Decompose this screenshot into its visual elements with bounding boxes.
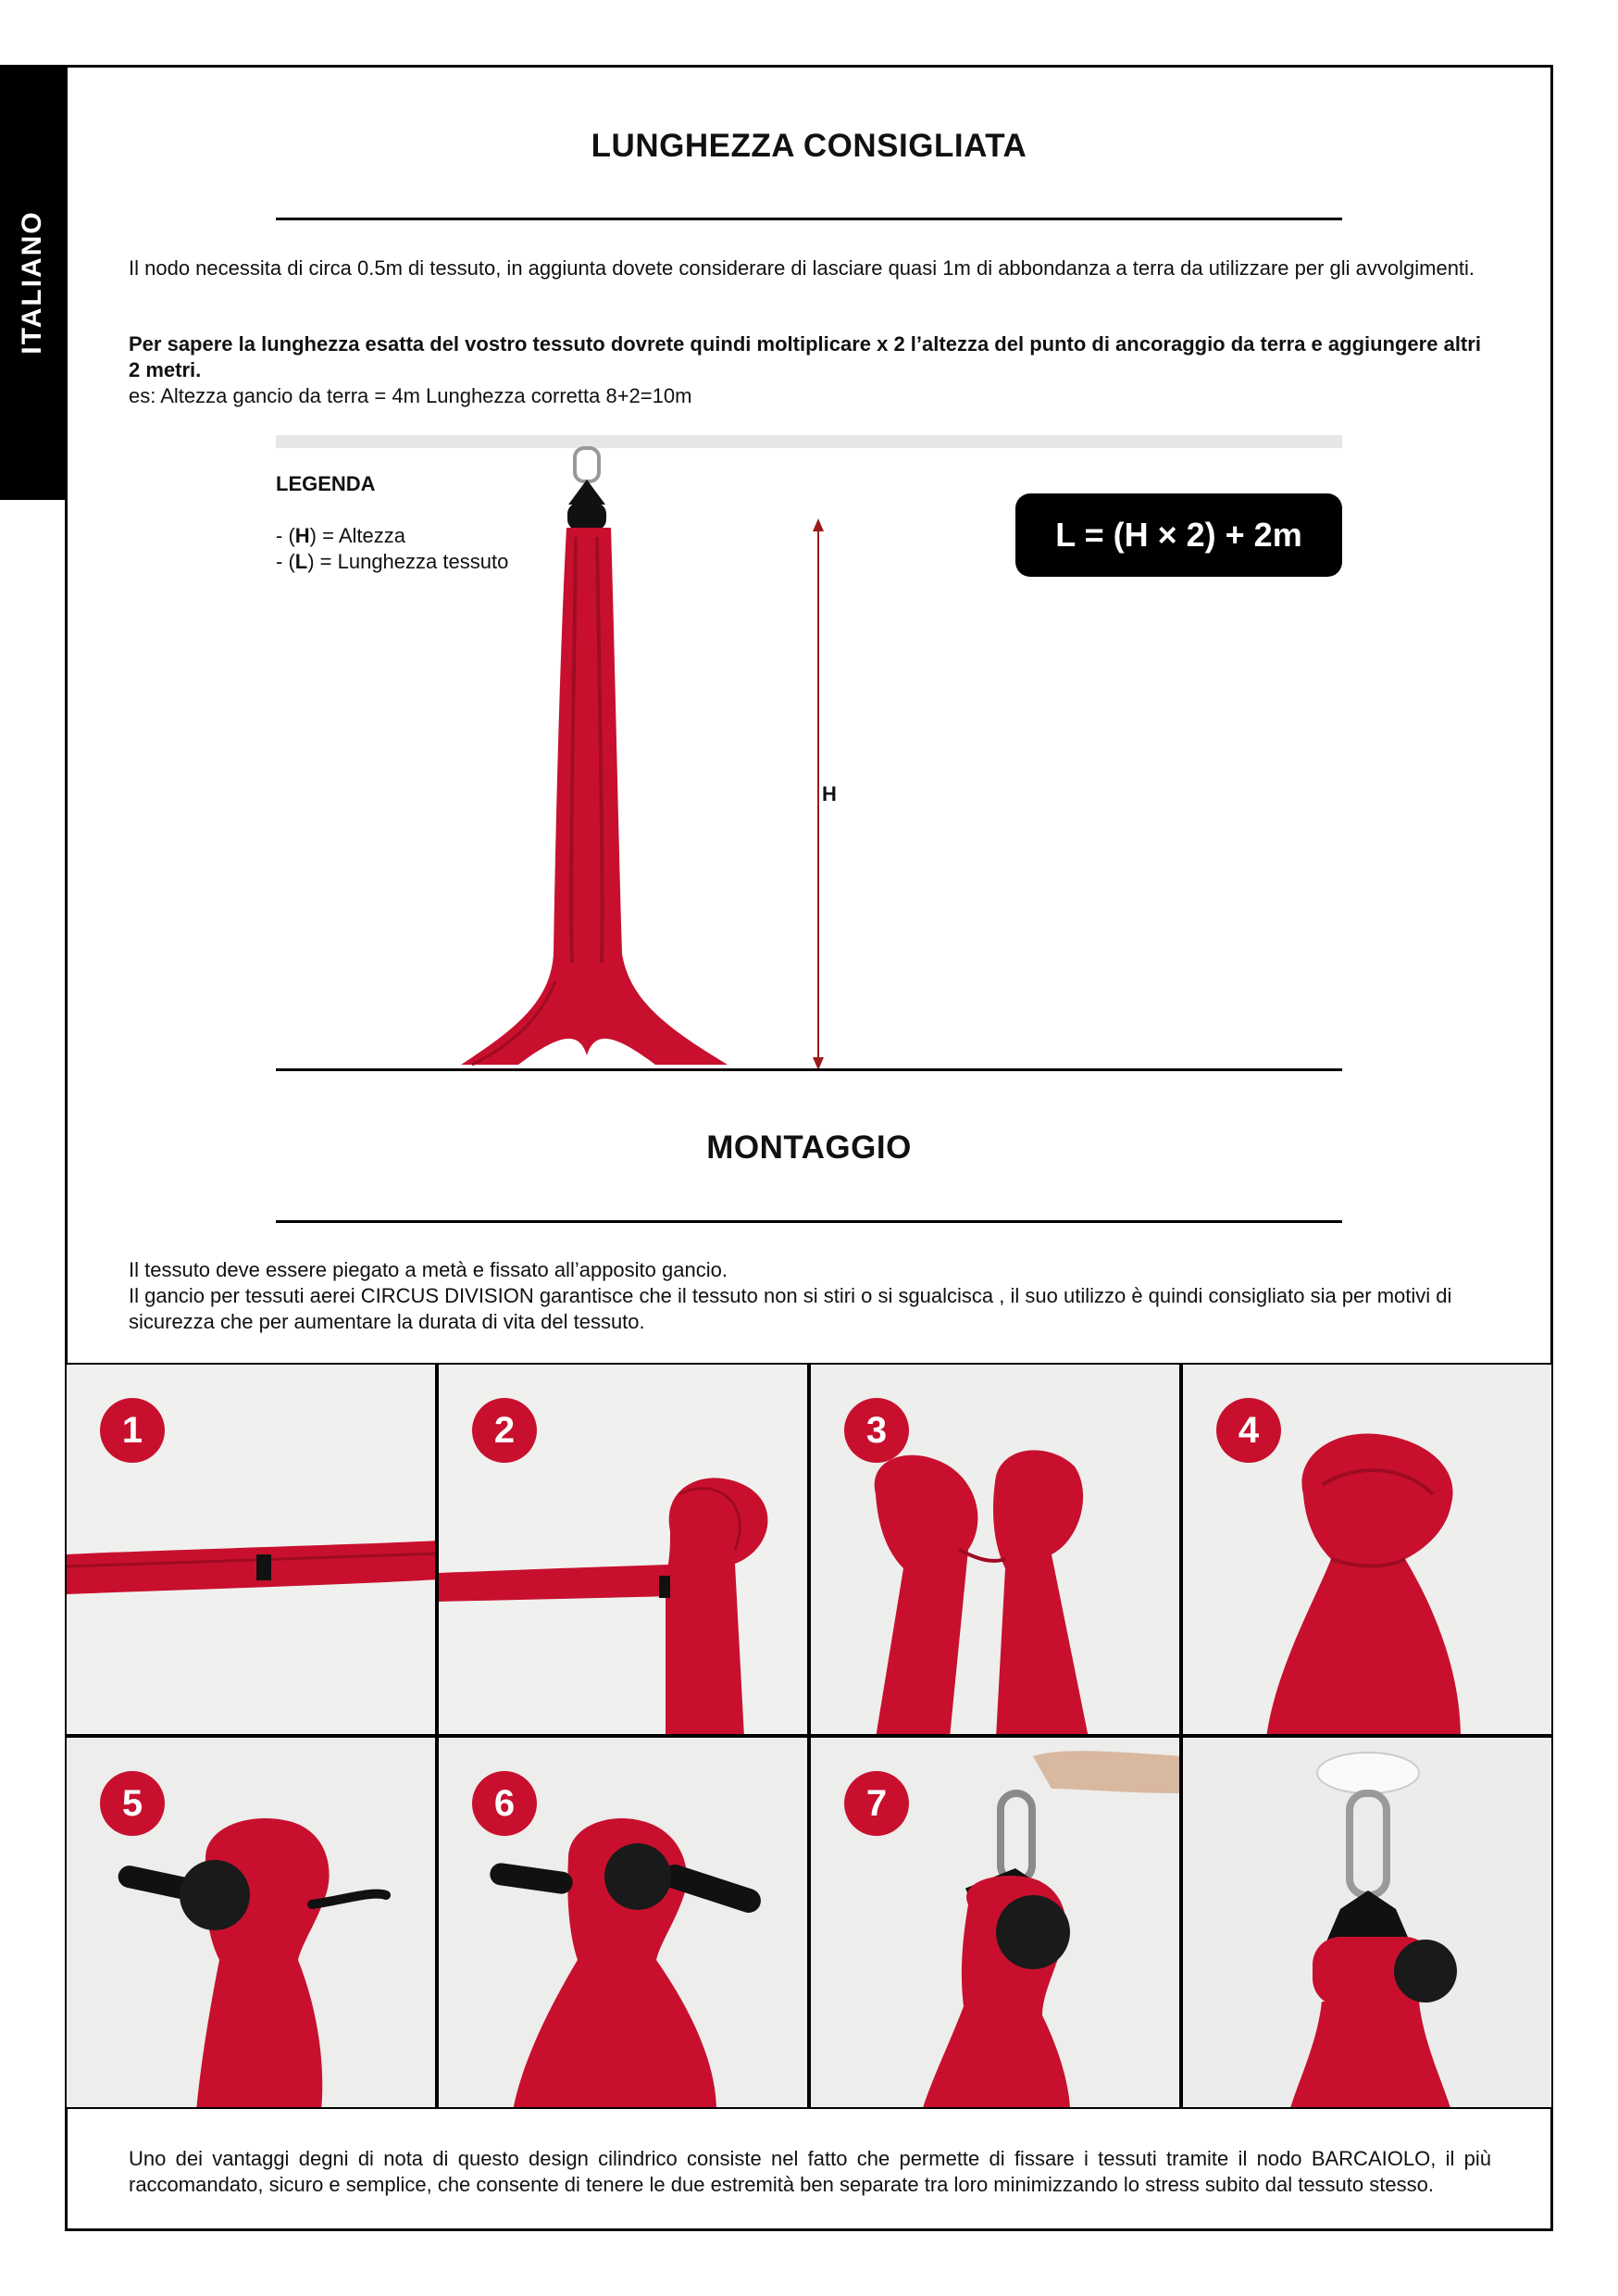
step-photo-7 [809, 1736, 1181, 2109]
divider [276, 1220, 1342, 1223]
step-number-badge: 7 [844, 1771, 909, 1836]
assembly-line-1: Il tessuto deve essere piegato a metà e fissato all’apposito gancio. [129, 1258, 728, 1281]
height-label: H [822, 782, 837, 805]
legend-item-length: - (L) = Lunghezza tessuto [276, 550, 509, 573]
step-photo-4 [1181, 1363, 1553, 1736]
ceiling-bar [276, 435, 1342, 448]
instruction-paragraph: Per sapere la lunghezza esatta del vostro tessuto dovrete quindi moltiplicare x 2 l’altezza del punto di ancoraggio da terra e aggiungere altri 2 metri. [129, 332, 1481, 381]
section-title-length: LUNGHEZZA CONSIGLIATA [591, 128, 1027, 164]
section-title-assembly: MONTAGGIO [706, 1129, 912, 1166]
step-photo-3 [809, 1363, 1181, 1736]
steps-grid [65, 1363, 1553, 2109]
step-number-badge: 6 [472, 1771, 537, 1836]
step-number-badge: 2 [472, 1398, 537, 1463]
fabric-illustration [461, 528, 728, 1065]
intro-paragraph: Il nodo necessita di circa 0.5m di tessuto, in aggiunta dovete considerare di lasciare quasi 1m di abbondanza a terra da utilizzare per gli avvolgimenti. [129, 256, 1475, 280]
legend-title: LEGENDA [276, 472, 376, 495]
length-diagram [0, 0, 1618, 1092]
step-photo-final [1181, 1736, 1553, 2109]
hook-icon [567, 448, 606, 530]
step-number-badge: 3 [844, 1398, 909, 1463]
floor-line [276, 1068, 1342, 1071]
assembly-line-2: Il gancio per tessuti aerei CIRCUS DIVISION garantisce che il tessuto non si stiri o si sgualcisca , il suo utilizzo è quindi consigliato sia per motivi di sicurezza che per aumentare la durata di vita del tessuto. [129, 1284, 1452, 1333]
step-photo-1 [65, 1363, 437, 1736]
step-photo-2 [437, 1363, 809, 1736]
step-photo-5 [65, 1736, 437, 2109]
step-photo-6 [437, 1736, 809, 2109]
example-line: es: Altezza gancio da terra = 4m Lunghezza corretta 8+2=10m [129, 384, 692, 407]
legend-item-height: - (H) = Altezza [276, 524, 405, 547]
step-number-badge: 4 [1216, 1398, 1281, 1463]
step-number-badge: 1 [100, 1398, 165, 1463]
closing-paragraph: Uno dei vantaggi degni di nota di questo design cilindrico consiste nel fatto che permette di fissare i tessuti tramite il nodo BARCAIOLO, il più raccomandato, sicuro e semplice, che consente di tenere le due estremità ben separate tra loro minimizzando lo stress subito dal tessuto stesso. [129, 2147, 1491, 2196]
language-label: ITALIANO [17, 210, 47, 355]
step-number-badge: 5 [100, 1771, 165, 1836]
formula-badge: L = (H × 2) + 2m [1015, 493, 1342, 577]
